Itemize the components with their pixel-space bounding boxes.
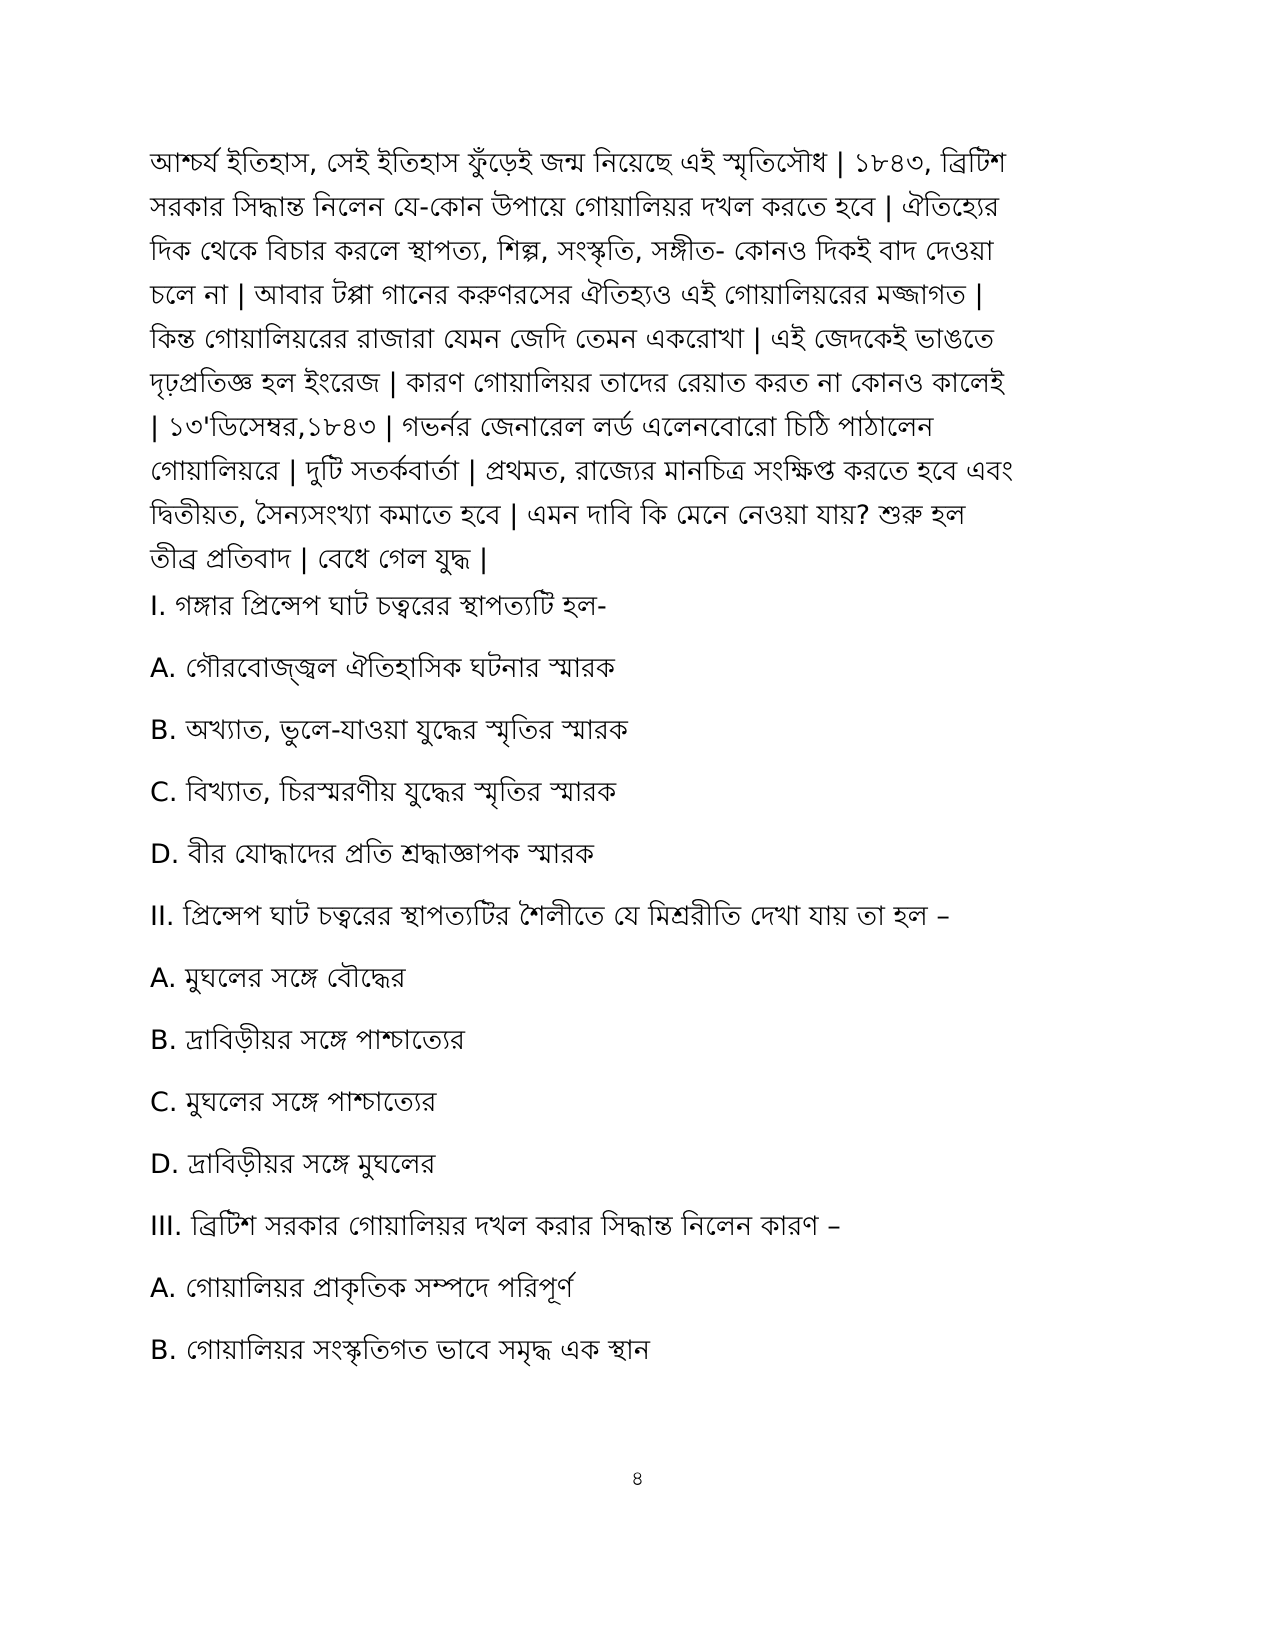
question-3-option-a: A. গোয়ালিয়র প্রাকৃতিক সম্পদে পরিপূর্ণ bbox=[150, 1273, 574, 1304]
question-2-option-a: A. মুঘলের সঙ্গে বৌদ্ধের bbox=[150, 963, 406, 994]
passage-line: গোয়ালিয়রে | দুটি সতর্কবার্তা | প্রথমত, রাজ্যের মানচিত্র সংক্ষিপ্ত করতে হবে এবং bbox=[150, 456, 1014, 487]
passage-line: | ১৩'ডিসেম্বর,১৮৪৩ | গভর্নর জেনারেল লর্ড এলেনবোরো চিঠি পাঠালেন bbox=[150, 412, 934, 443]
passage-line: দিক থেকে বিচার করলে স্থাপত্য, শিল্প, সংস্কৃতি, সঙ্গীত- কোনও দিকই বাদ দেওয়া bbox=[150, 236, 994, 267]
question-3-stem: III. ব্রিটিশ সরকার গোয়ালিয়র দখল করার সিদ্ধান্ত নিলেন কারণ – bbox=[150, 1211, 841, 1242]
passage-line: আশ্চর্য ইতিহাস, সেই ইতিহাস ফুঁড়েই জন্ম নিয়েছে এই স্মৃতিসৌধ | ১৮৪৩, ব্রিটিশ bbox=[150, 148, 1007, 179]
question-1-option-d: D. বীর যোদ্ধাদের প্রতি শ্রদ্ধাজ্ঞাপক স্মারক bbox=[150, 839, 595, 870]
passage-line: তীব্র প্রতিবাদ | বেধে গেল যুদ্ধ | bbox=[150, 544, 489, 575]
passage-line: সরকার সিদ্ধান্ত নিলেন যে-কোন উপায়ে গোয়ালিয়র দখল করতে হবে | ঐতিহ্যের bbox=[150, 192, 1000, 223]
question-1-stem: I. গঙ্গার প্রিন্সেপ ঘাট চত্বরের স্থাপত্যটি হল- bbox=[150, 591, 607, 622]
passage-line: দ্বিতীয়ত, সৈন্যসংখ্যা কমাতে হবে | এমন দাবি কি মেনে নেওয়া যায়? শুরু হল bbox=[150, 500, 966, 531]
passage-line: কিন্ত গোয়ালিয়রের রাজারা যেমন জেদি তেমন একরোখা | এই জেদকেই ভাঙতে bbox=[150, 324, 995, 355]
question-3-option-b: B. গোয়ালিয়র সংস্কৃতিগত ভাবে সমৃদ্ধ এক স্থান bbox=[150, 1335, 650, 1366]
question-1-option-a: A. গৌরবোজ্জ্বল ঐতিহাসিক ঘটনার স্মারক bbox=[150, 653, 615, 684]
question-2-option-d: D. দ্রাবিড়ীয়র সঙ্গে মুঘলের bbox=[150, 1149, 436, 1180]
passage bbox=[150, 142, 1130, 582]
page-number: ৪ bbox=[631, 1466, 644, 1490]
passage-line: চলে না | আবার টপ্পা গানের করুণরসের ঐতিহ্যও এই গোয়ালিয়রের মজ্জাগত | bbox=[150, 280, 984, 311]
passage-line: দৃঢ়প্রতিজ্ঞ হল ইংরেজ | কারণ গোয়ালিয়র তাদের রেয়াত করত না কোনও কালেই bbox=[150, 368, 1005, 399]
question-1-option-b: B. অখ্যাত, ভুলে-যাওয়া যুদ্ধের স্মৃতির স্মারক bbox=[150, 715, 628, 746]
question-1-option-c: C. বিখ্যাত, চিরস্মরণীয় যুদ্ধের স্মৃতির স্মারক bbox=[150, 777, 617, 808]
question-2-option-b: B. দ্রাবিড়ীয়র সঙ্গে পাশ্চাত্যের bbox=[150, 1025, 465, 1056]
question-2-stem: II. প্রিন্সেপ ঘাট চত্বরের স্থাপত্যটির শৈলীতে যে মিশ্ররীতি দেখা যায় তা হল – bbox=[150, 901, 950, 932]
question-2-option-c: C. মুঘলের সঙ্গে পাশ্চাত্যের bbox=[150, 1087, 437, 1118]
